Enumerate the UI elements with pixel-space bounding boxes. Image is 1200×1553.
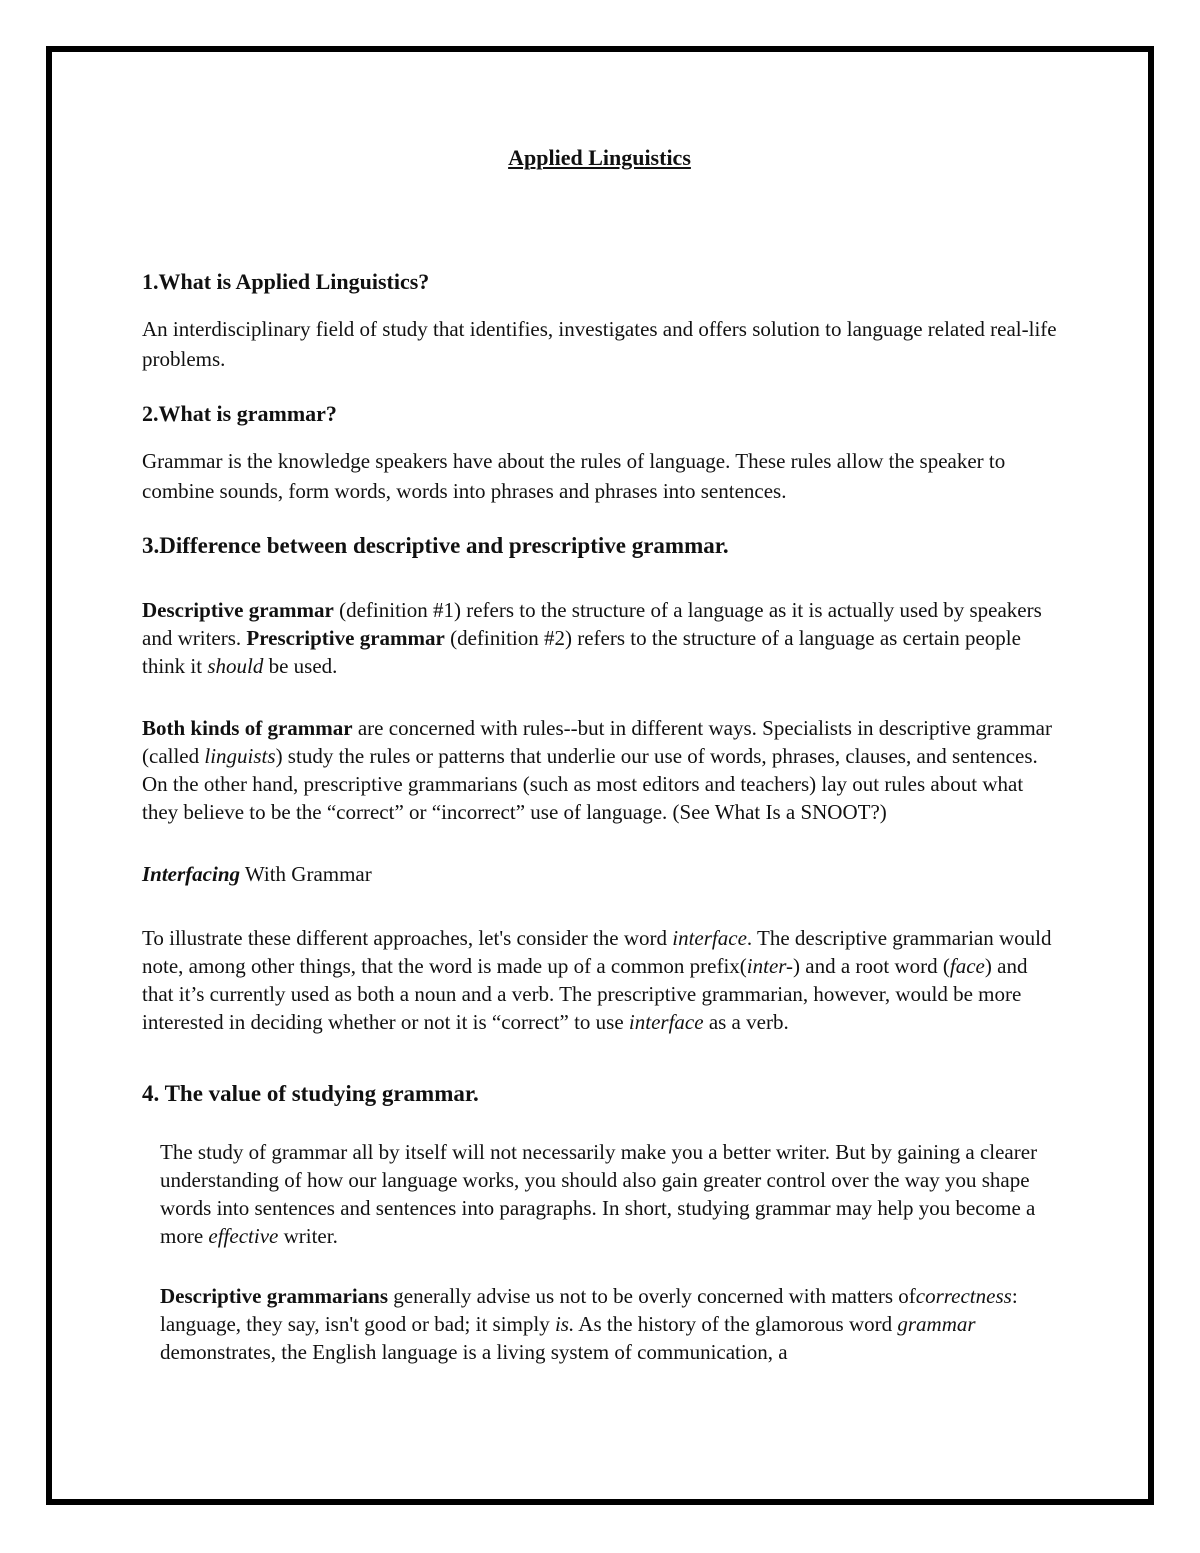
interfacing-subheading: Interfacing With Grammar — [142, 862, 372, 886]
term-prescriptive-grammar: Prescriptive grammar — [246, 626, 445, 650]
section-3-heading: 3.Difference between descriptive and prescriptive grammar. — [142, 533, 729, 558]
section-2-body: Grammar is the knowledge speakers have about the rules of language. These rules allow the speaker to combine sounds, form words, words into phrases and phrases into sentences. — [142, 449, 1006, 503]
emphasis-linguists: linguists — [204, 744, 276, 768]
section-3-paragraph-2: Both kinds of grammar are concerned with rules--but in different ways. Specialists in descriptive grammar (called linguists) study the rules or patterns that underlie our use of words, phrases, clauses, and sentences. On the other hand, prescriptive grammarians (such as most editors and teachers) lay out rules about what they believe to be the “correct” or “incorrect” use of language. (See What Is a SNOOT?) — [142, 716, 1052, 824]
term-descriptive-grammarians: Descriptive grammarians — [160, 1284, 389, 1308]
document-body — [142, 140, 1057, 1366]
section-3-paragraph-1: Descriptive grammar (definition #1) refers to the structure of a language as it is actually used by speakers and writers. Prescriptive grammar (definition #2) refers to the structure of a language as certain people think it should be used. — [142, 598, 1042, 678]
section-3-paragraph-3: To illustrate these different approaches, let's consider the word interface. The descriptive grammarian would note, among other things, that the word is made up of a common prefix(inter-) and a root word (face) and that it’s currently used as both a noun and a verb. The prescriptive grammarian, however, would be more interested in deciding whether or not it is “correct” to use interface as a verb. — [142, 926, 1052, 1034]
section-2-heading: 2.What is grammar? — [142, 401, 337, 426]
section-1-heading: 1.What is Applied Linguistics? — [142, 269, 430, 294]
section-4-paragraph-2: Descriptive grammarians generally advise us not to be overly concerned with matters ofcorrectness: language, they say, isn't good or bad; it simply is. As the history of the glamorous word grammar demonstrates, the English language is a living system of communication, a — [160, 1284, 1018, 1364]
document-title: Applied Linguistics — [508, 145, 691, 170]
term-descriptive-grammar: Descriptive grammar — [142, 598, 334, 622]
section-4-heading: 4. The value of studying grammar. — [142, 1081, 479, 1106]
term-both-kinds: Both kinds of grammar — [142, 716, 353, 740]
section-4-paragraph-1: The study of grammar all by itself will not necessarily make you a better writer. But by gaining a clearer understanding of how our language works, you should also gain greater control over the way you shape words into sentences and sentences into paragraphs. In short, studying grammar may help you become a more effective writer. — [160, 1140, 1038, 1248]
emphasis-should: should — [207, 654, 264, 678]
section-1-body: An interdisciplinary field of study that identifies, investigates and offers solution to language related real-life problems. — [142, 317, 1057, 371]
